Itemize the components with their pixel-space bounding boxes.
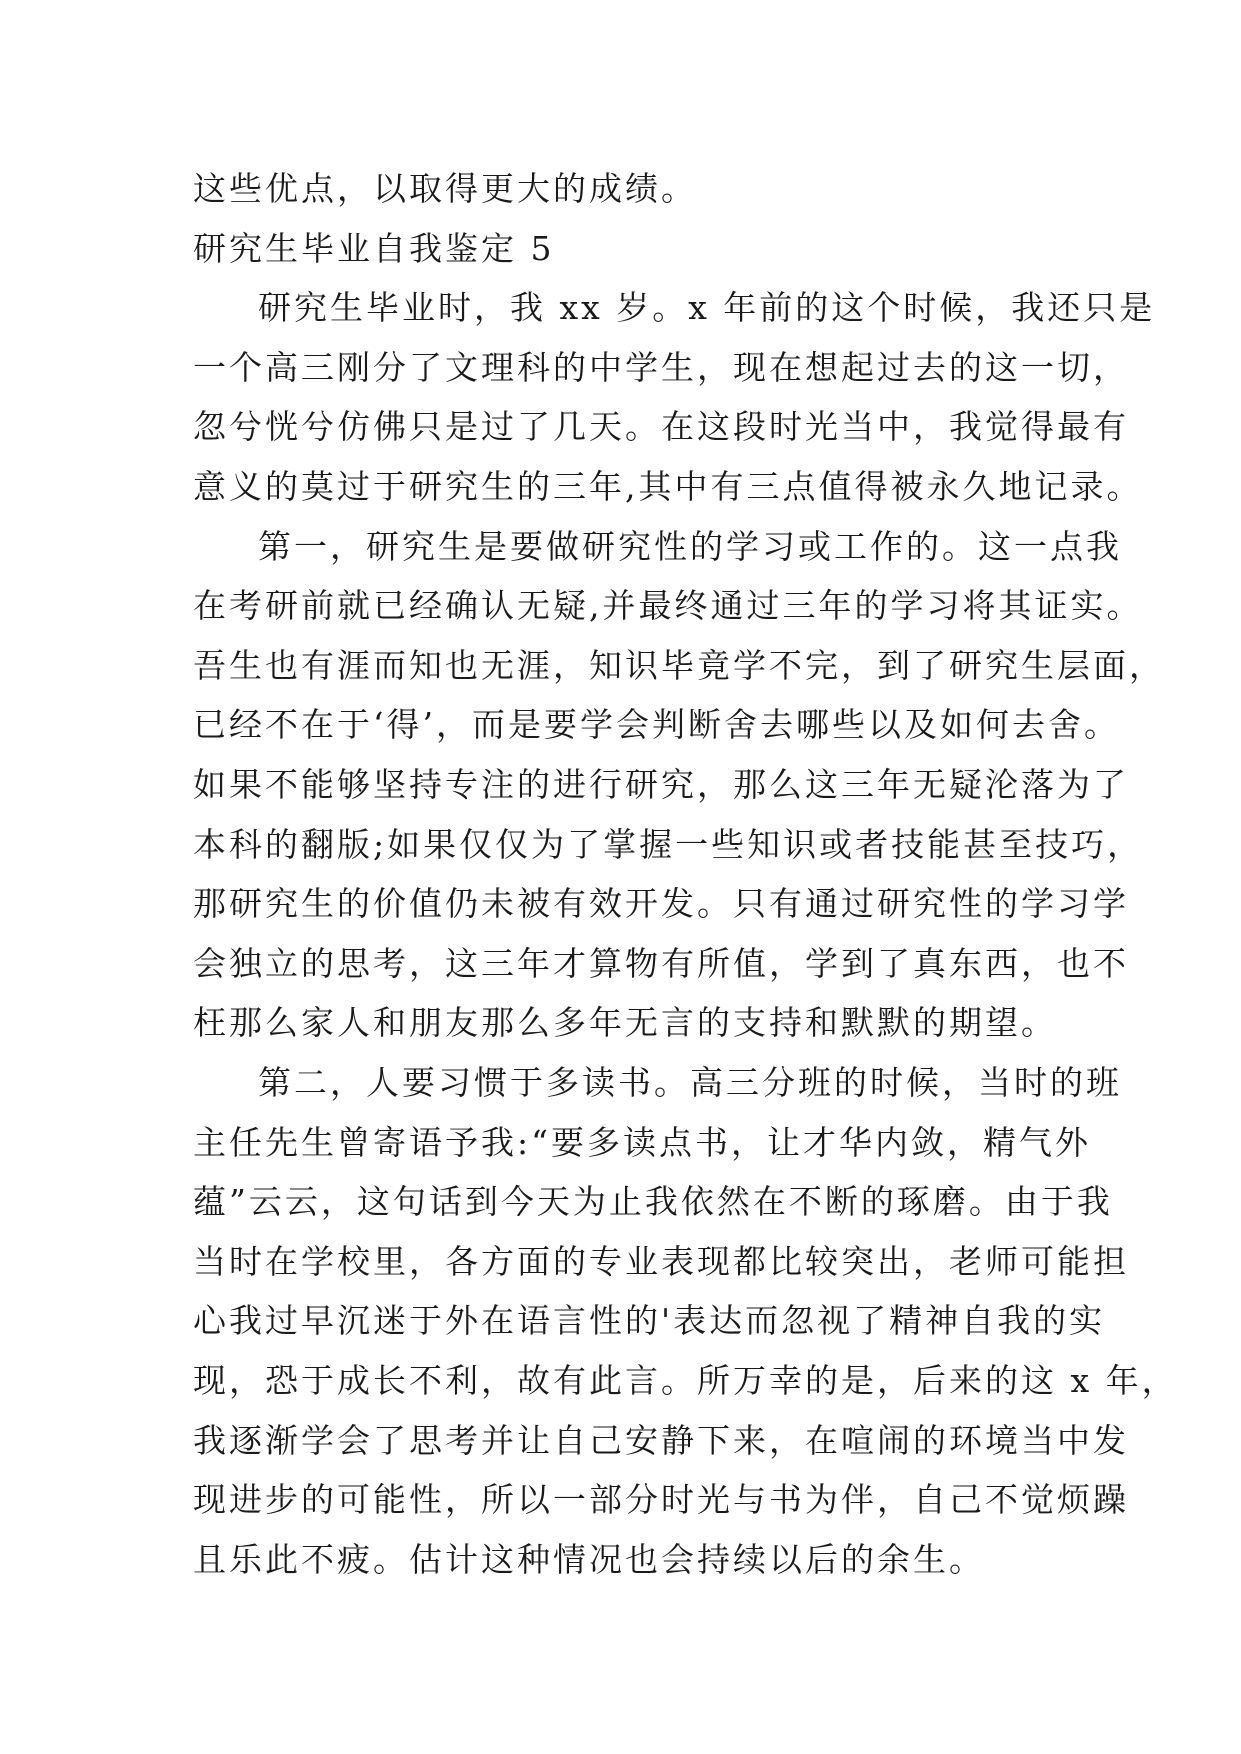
text-line: 第一，研究生是要做研究性的学习或工作的。这一点我 xyxy=(258,527,1122,566)
text-line: 研究生毕业时，我 xx 岁。x 年前的这个时候，我还只是 xyxy=(258,288,1156,327)
text-line: 第二，人要习惯于多读书。高三分班的时候，当时的班 xyxy=(258,1063,1122,1102)
text-line: 我逐渐学会了思考并让自己安静下来，在喧闹的环境当中发 xyxy=(193,1421,1129,1460)
text-line: 现进步的可能性，所以一部分时光与书为伴，自己不觉烦躁 xyxy=(193,1480,1129,1519)
text-line: 一个高三刚分了文理科的中学生，现在想起过去的这一切， xyxy=(193,348,1129,387)
section-heading: 研究生毕业自我鉴定 5 xyxy=(193,229,555,268)
text-line: 现，恐于成长不利，故有此言。所万幸的是，后来的这 x 年， xyxy=(193,1361,1178,1400)
text-line: 这些优点，以取得更大的成绩。 xyxy=(193,169,697,208)
text-line: 忽兮恍兮仿佛只是过了几天。在这段时光当中，我觉得最有 xyxy=(193,407,1129,446)
text-line: 已经不在于‘得’，而是要学会判断舍去哪些以及如何去舍。 xyxy=(193,705,1120,744)
text-line: 蕴”云云，这句话到今天为止我依然在不断的琢磨。由于我 xyxy=(193,1182,1113,1221)
text-line: 且乐此不疲。估计这种情况也会持续以后的余生。 xyxy=(193,1540,985,1579)
text-line: 枉那么家人和朋友那么多年无言的支持和默默的期望。 xyxy=(193,1003,1057,1042)
text-line: 在考研前就已经确认无疑,并最终通过三年的学习将其证实。 xyxy=(193,586,1143,625)
text-line: 如果不能够坚持专注的进行研究，那么这三年无疑沦落为了 xyxy=(193,765,1129,804)
text-line: 当时在学校里，各方面的专业表现都比较突出，老师可能担 xyxy=(193,1242,1129,1281)
text-line: 吾生也有涯而知也无涯，知识毕竟学不完，到了研究生层面， xyxy=(193,646,1165,685)
text-line: 那研究生的价值仍未被有效开发。只有通过研究性的学习学 xyxy=(193,884,1129,923)
text-line: 心我过早沉迷于外在语言性的'表达而忽视了精神自我的实 xyxy=(193,1301,1106,1340)
text-line: 意义的莫过于研究生的三年,其中有三点值得被永久地记录。 xyxy=(193,467,1143,506)
text-line: 主任先生曾寄语予我:“要多读点书，让才华内敛，精气外 xyxy=(193,1123,1091,1162)
text-line: 会独立的思考，这三年才算物有所值，学到了真东西，也不 xyxy=(193,944,1129,983)
text-line: 本科的翻版;如果仅仅为了掌握一些知识或者技能甚至技巧， xyxy=(193,825,1144,864)
